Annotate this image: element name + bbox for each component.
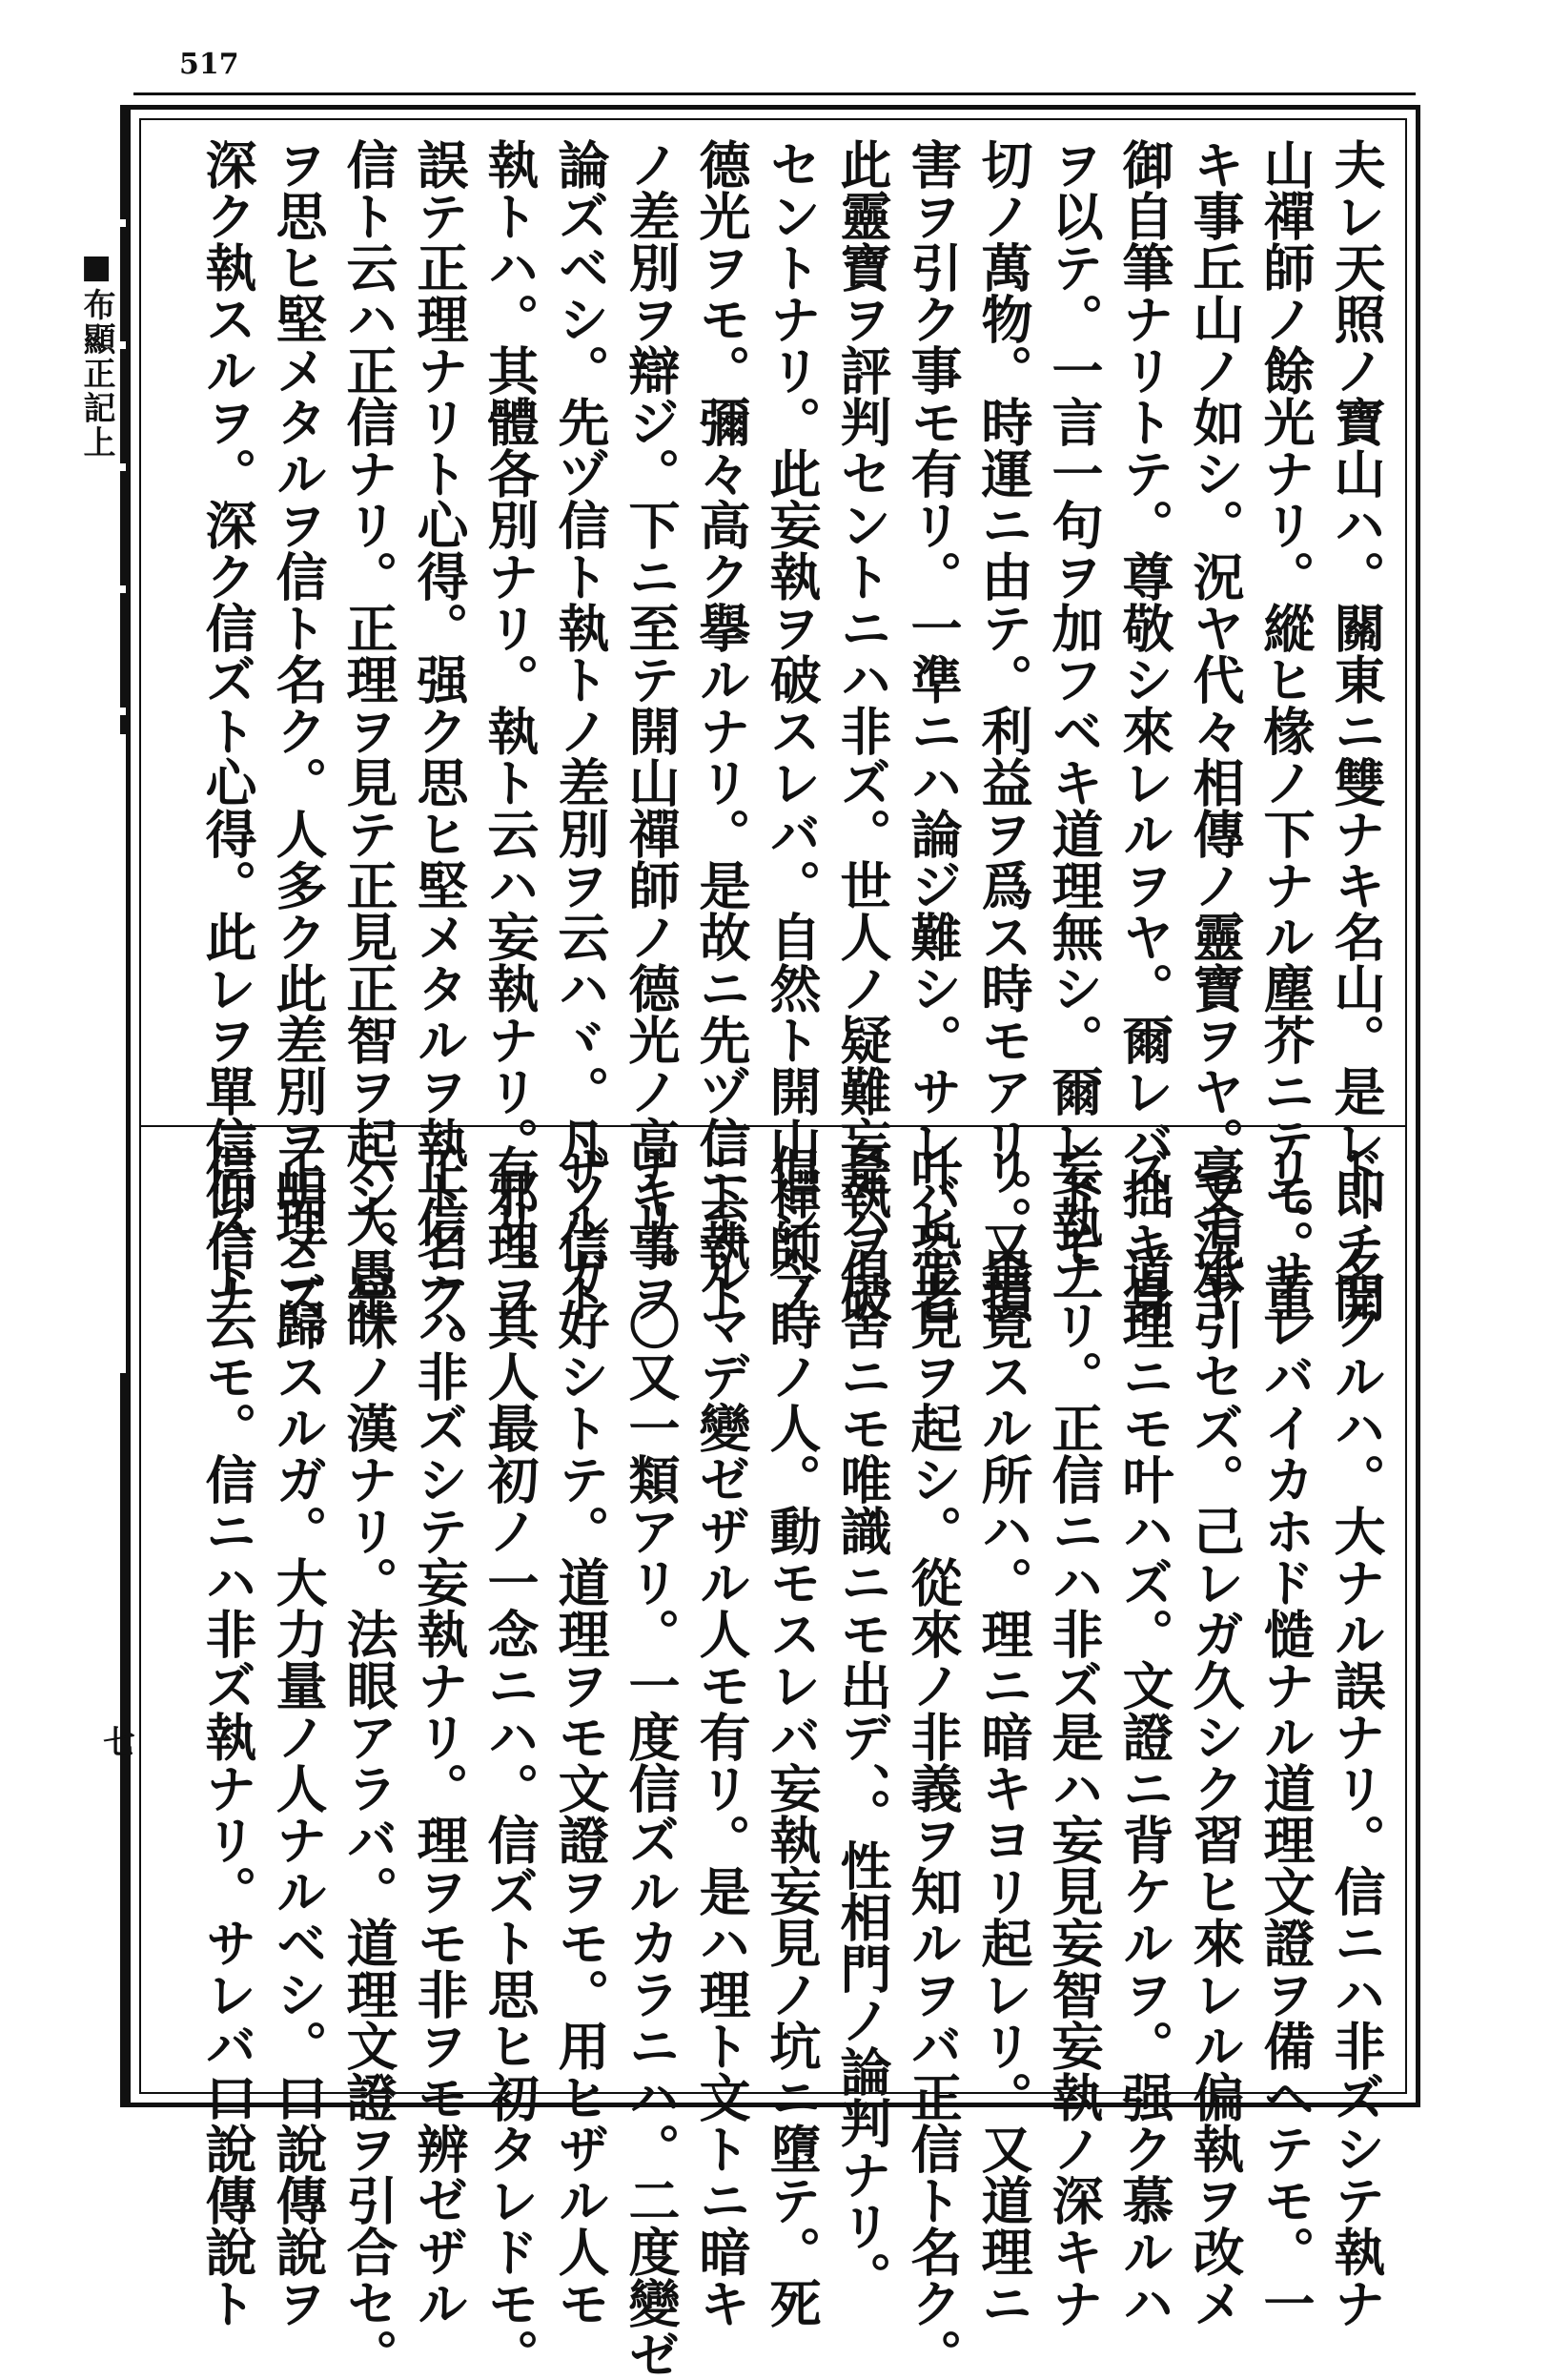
text-column: ヲ思ヒ堅メタルヲ信ト名ク。人多ク此差別ヲ明メズ。: [268, 138, 329, 1374]
text-column: ナリ。〇又一類アリ。一度信ズルカラニハ。二度變ゼ: [621, 1144, 682, 2380]
text-column: 德光ヲモ。彌々高ク擧ルナリ。是故ニ先ヅ信ト執ト: [691, 138, 752, 1323]
margin-title: ■布顯正記上: [77, 248, 115, 460]
text-column: ド、名クルハ。大ナル誤ナリ。信ニハ非ズシテ執ナ: [1326, 1144, 1387, 2329]
text-column: 誤テ正理ナリト心得。强ク思ヒ堅メタルヲ執ト名ク。: [409, 138, 470, 1374]
text-column: ノ差別ヲ辯ジ。下ニ至テ開山禪師ノ德光ノ高キ事ヲ: [621, 138, 682, 1323]
text-column: 執トハ。其體各別ナリ。執ト云ハ妄執ナリ。邪理ヲ: [480, 138, 541, 1323]
text-column: 切ノ萬物。時運ニ由テ。利益ヲ爲ス時モアリ。又損: [973, 138, 1034, 1323]
text-column: リ。サレバイカホド慥ナル道理文證ヲ備ヘテモ。一: [1255, 1144, 1316, 2329]
leaf-number: 七: [103, 1724, 135, 1762]
upper-text-block: [162, 138, 1392, 1374]
text-column: 是ハ倶舍ニモ唯識ニモ出デ、。性相門ノ論判ナリ。: [832, 1144, 893, 2303]
text-column: 信ズト云モ。信ニハ非ズ執ナリ。サレバ口說傳說ト: [197, 1144, 258, 2329]
text-column: キ事丘山ノ如シ。況ヤ代々相傳ノ靈寶ヲヤ。又況ヤ: [1185, 138, 1246, 1323]
lower-text-block: [162, 1144, 1392, 2380]
text-column: 妄執ナリ。正信ニハ非ズ是ハ妄見妄智妄執ノ深キナ: [1044, 1144, 1105, 2329]
text-column: リ。畢竟スル所ハ。理ニ暗キヨリ起レリ。又道理ニ: [973, 1144, 1034, 2329]
text-column: 但シ今時ノ人。動モスレバ妄執妄見ノ坑ニ墮テ。死: [762, 1144, 823, 2329]
text-column: 信ト云ハ正信ナリ。正理ヲ見テ正見正智ヲ起シ。是: [338, 138, 399, 1323]
text-column: 有リ。其人最初ノ一念ニハ。信ズト思ヒ初タレドモ。: [480, 1144, 541, 2380]
text-column: 叶ヒ正見ヲ起シ。從來ノ非義ヲ知ルヲバ正信ト名ク。: [903, 1144, 964, 2380]
text-column: ズ。道理ニモ叶ハズ。文證ニ背ケルヲ。强ク慕ルハ: [1114, 1144, 1175, 2329]
text-column: 論ズベシ。先ヅ信ト執トノ差別ヲ云ハヾ。凡ソ信ト: [550, 138, 611, 1323]
text-column: 此靈寶ヲ評判セントニハ非ズ。世人ノ疑難妄執ヲ破: [832, 138, 893, 1323]
text-column: ハ大愚昧ノ漢ナリ。法眼アラバ。道理文證ヲ引合セ。: [338, 1144, 399, 2380]
text-column: 害ヲ引ク事モ有リ。一準ニハ論ジ難シ。サレバ恐老: [903, 138, 964, 1323]
text-column: 正信ニハ非ズシテ妄執ナリ。理ヲモ非ヲモ辨ゼザル: [409, 1144, 470, 2329]
text-column: ヲ以テ。一言一句ヲ加フベキ道理無シ。爾レドモ一: [1044, 138, 1105, 1323]
text-column: 御自筆ナリトテ。尊敬シ來レルヲヤ。爾レバ拙キ身: [1114, 138, 1175, 1323]
text-column: セントナリ。此妄執ヲ破スレバ。自然ト開山禪師ノ: [762, 138, 823, 1323]
page-number: 517: [179, 48, 239, 81]
text-column: 深ク執スルヲ。深ク信ズト心得。此レヲ單信仰信ナ: [197, 138, 258, 1323]
top-rule: [133, 92, 1416, 95]
text-column: ザルガ好シトテ。道理ヲモ文證ヲモ。用ヒザル人モ: [550, 1144, 611, 2329]
text-column: 夫レ天照ノ寶山ハ。關東ニ雙ナキ名山。是レ即チ開: [1326, 138, 1387, 1323]
text-column: 山禪師ノ餘光ナリ。縱ヒ椽ノ下ナル塵芥ニテモ。重: [1255, 138, 1316, 1323]
text-column: 毫モ承引セズ。己レガ久シク習ヒ來レル偏執ヲ改メ: [1185, 1144, 1246, 2329]
text-column: ニ至ルマデ變ゼザル人モ有リ。是ハ理ト文トニ暗キ: [691, 1144, 752, 2329]
text-column: 正理ニ歸スルガ。大力量ノ人ナルベシ。口說傳說ヲ: [268, 1144, 329, 2329]
